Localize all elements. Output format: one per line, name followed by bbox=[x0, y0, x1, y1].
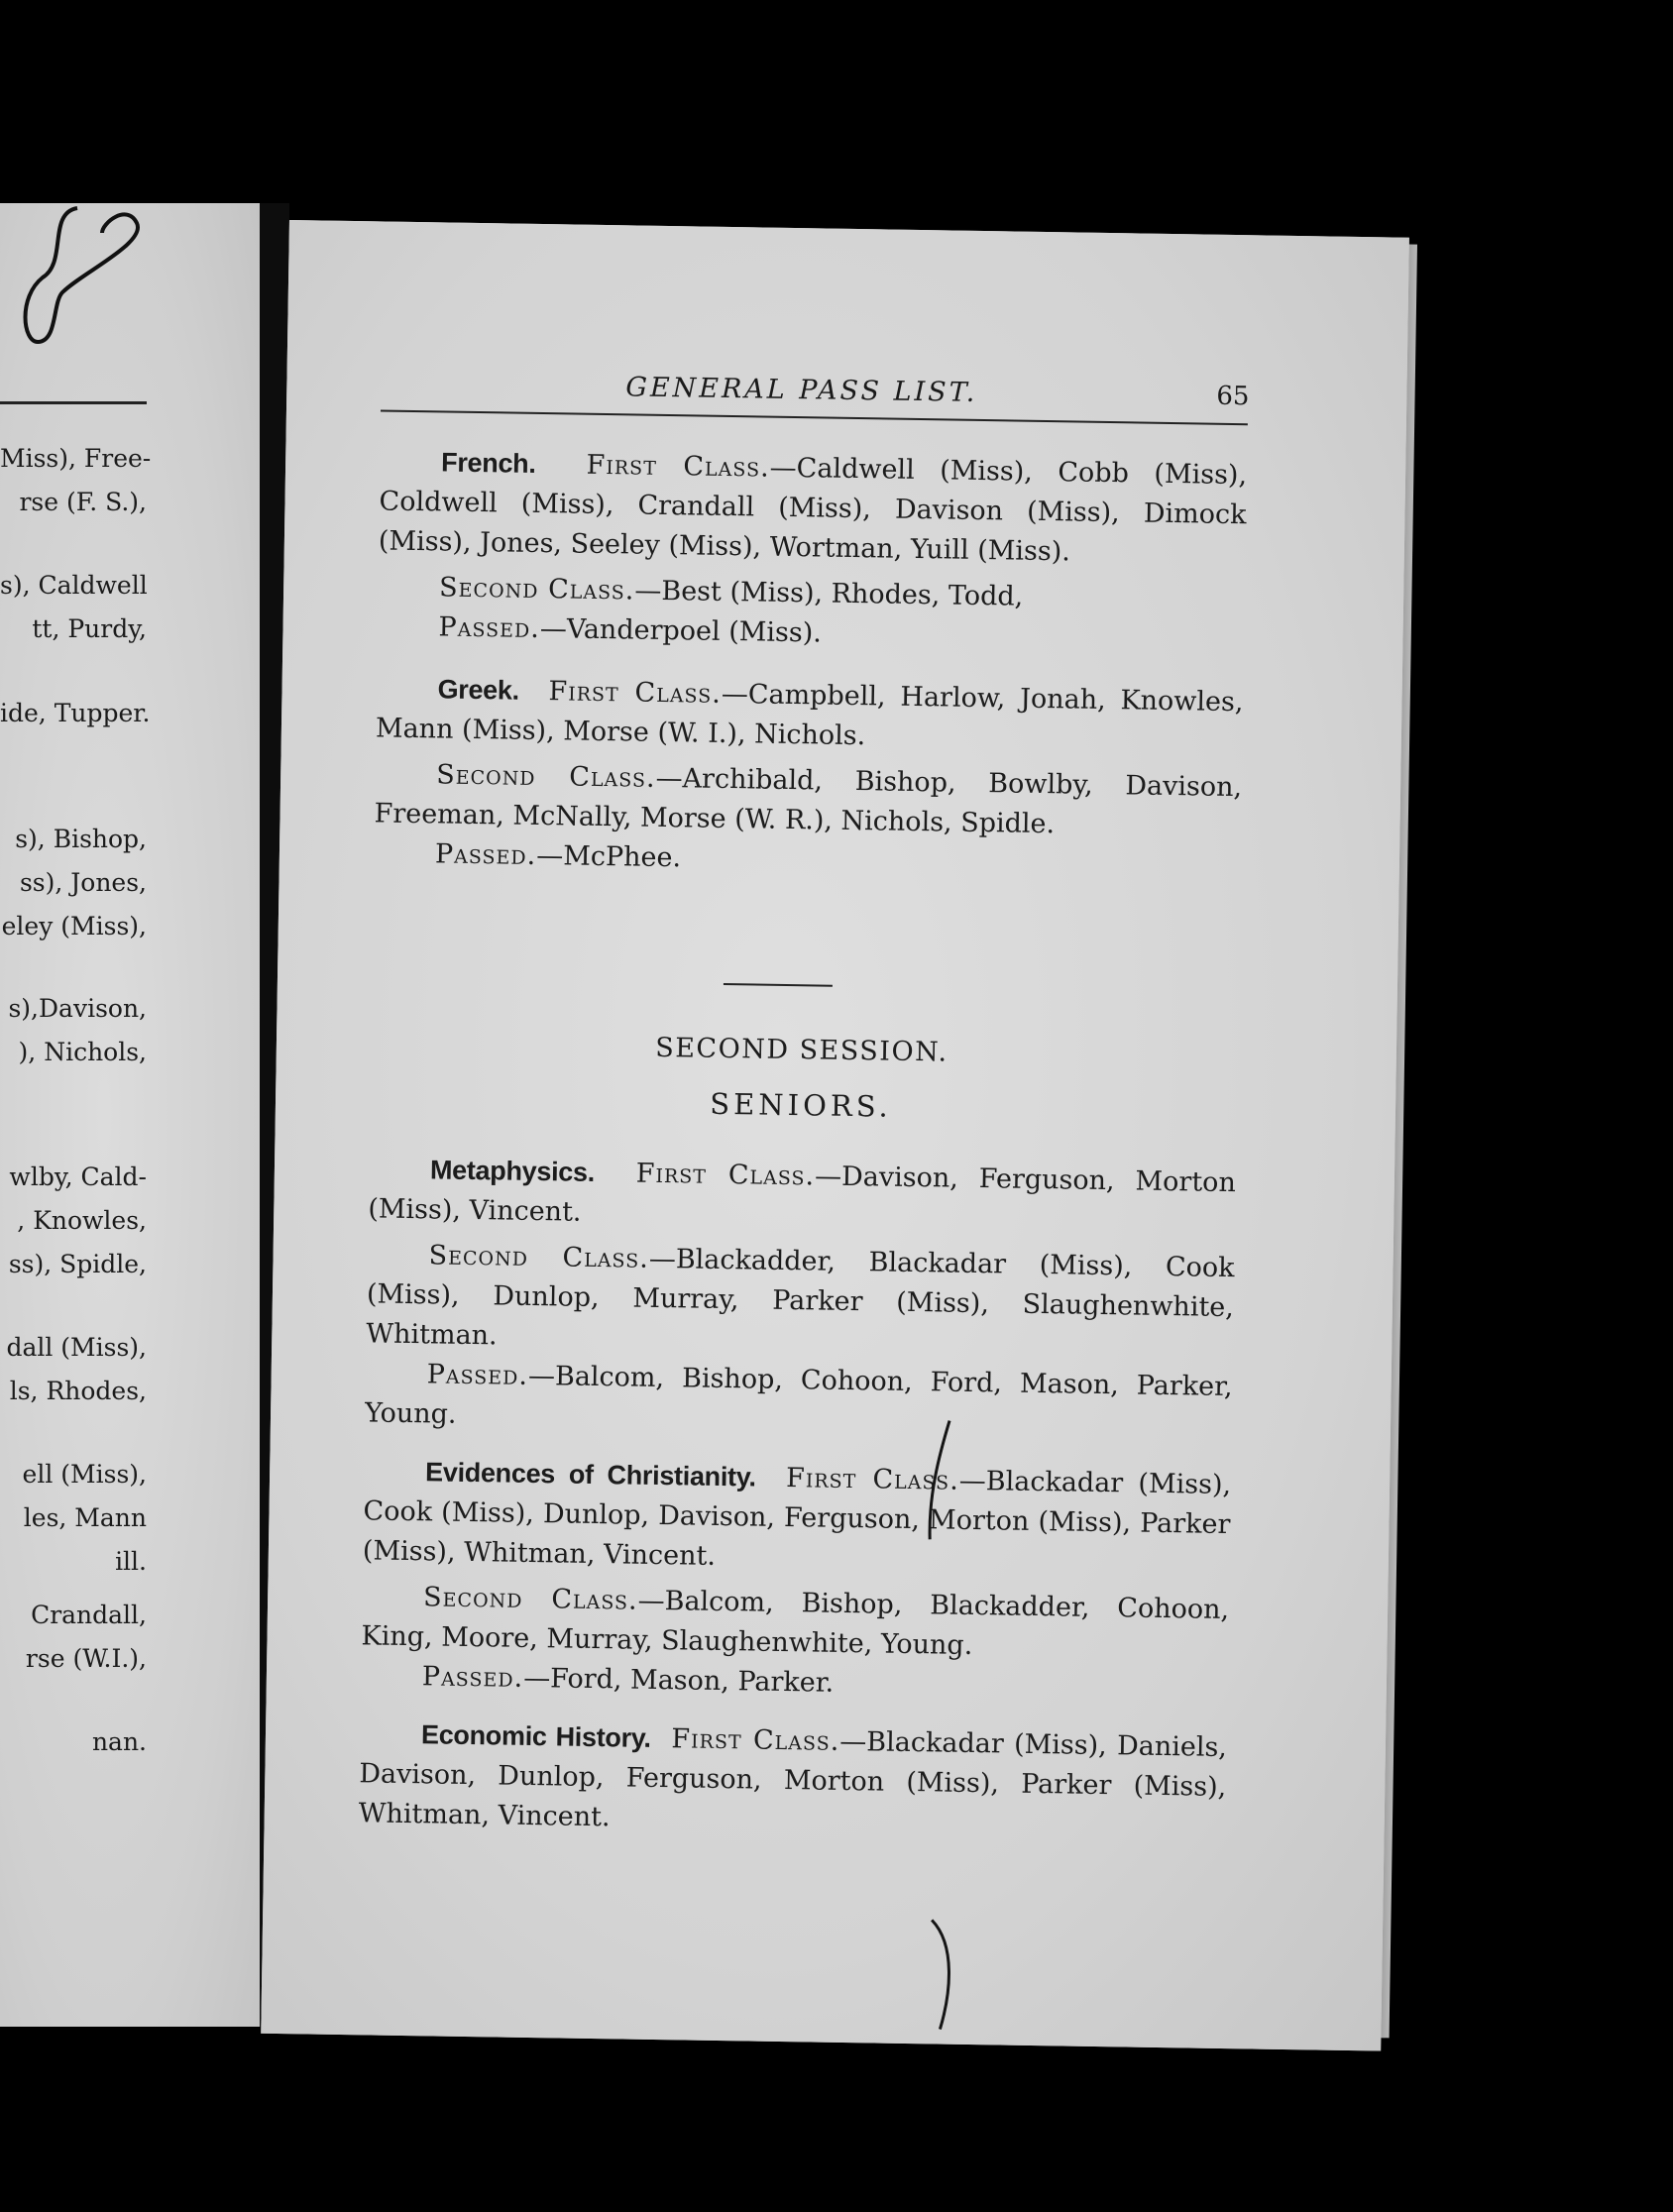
left-fragment-line: les, Mann bbox=[23, 1503, 147, 1532]
pen-stroke-icon bbox=[925, 1915, 966, 2035]
name-list: —Blackadder, Blackadar (Miss), Cook (Miss), Dunlop, Murray, Parker (Miss), Slaughenwhite, Whitman. bbox=[366, 1243, 1235, 1352]
class-label: Passed. bbox=[438, 611, 541, 645]
name-list: —Balcom, Bishop, Blackadder, Cohoon, King, Moore, Murray, Slaughenwhite, Young. bbox=[361, 1585, 1230, 1662]
left-fragment-line: dall (Miss), bbox=[6, 1333, 147, 1362]
left-fragment-line: wlby, Cald- bbox=[9, 1162, 147, 1191]
economic-history-first-class bbox=[358, 1714, 1227, 1847]
left-fragment-line: rse (W.I.), bbox=[25, 1644, 147, 1673]
greek-first-class bbox=[376, 668, 1244, 762]
left-header-rule bbox=[0, 401, 147, 404]
section-divider bbox=[724, 983, 833, 987]
left-fragment-line: eley (Miss), bbox=[1, 912, 147, 940]
left-fragment-line: s), Caldwell bbox=[0, 571, 148, 600]
metaphysics-first-class bbox=[368, 1149, 1236, 1243]
class-label: Second Class. bbox=[422, 1582, 638, 1616]
class-label: First Class. bbox=[586, 449, 770, 484]
group-heading: SENIORS. bbox=[710, 1086, 893, 1124]
subject-heading: Metaphysics. bbox=[429, 1155, 596, 1187]
name-list: —Balcom, Bishop, Cohoon, Ford, Mason, Parker, Young. bbox=[364, 1360, 1233, 1430]
name-list: —Davison, Ferguson, Morton (Miss), Vincent. bbox=[368, 1161, 1237, 1228]
page-65 bbox=[261, 220, 1409, 2051]
left-fragment-line: ill. bbox=[115, 1547, 147, 1576]
class-label: Second Class. bbox=[435, 759, 656, 794]
class-label: Second Class. bbox=[428, 1240, 650, 1274]
left-fragment-line: s), Bishop, bbox=[15, 825, 147, 853]
name-list: —Best (Miss), Rhodes, Todd, bbox=[634, 575, 1024, 612]
left-fragment-line: s),Davison, bbox=[8, 994, 147, 1023]
name-list: —Blackadar (Miss), Daniels, Davison, Dunlop, Ferguson, Morton (Miss), Parker (Miss), Whitman, Vincent. bbox=[358, 1725, 1228, 1833]
running-head-title: GENERAL PASS LIST. bbox=[625, 372, 978, 408]
previous-page-fragment bbox=[0, 203, 260, 2027]
class-label: Passed. bbox=[421, 1661, 524, 1694]
page-number: 65 bbox=[1216, 381, 1250, 412]
metaphysics-passed bbox=[365, 1354, 1233, 1447]
metaphysics-second-class bbox=[366, 1235, 1235, 1368]
french-first-class bbox=[379, 441, 1248, 575]
pass-list-top bbox=[374, 441, 1248, 887]
class-label: Passed. bbox=[434, 838, 537, 871]
name-list: —Ford, Mason, Parker. bbox=[522, 1662, 835, 1699]
left-fragment-line: ell (Miss), bbox=[22, 1460, 147, 1489]
name-list: —Caldwell (Miss), Cobb (Miss), Coldwell (Miss), Crandall (Miss), Davison (Miss), Dimock (Miss), Jones, Seeley (Miss), Wortman, Yuill (Miss). bbox=[378, 452, 1248, 568]
left-fragment-line: ls, Rhodes, bbox=[9, 1377, 147, 1405]
class-label: First Class. bbox=[785, 1463, 960, 1496]
name-list: —Blackadar (Miss), Cook (Miss), Dunlop, Davison, Ferguson, Morton (Miss), Parker (Miss), Whitman, Vincent. bbox=[362, 1465, 1232, 1572]
subject-heading: French. bbox=[440, 447, 536, 479]
evidences-second-class bbox=[361, 1577, 1229, 1670]
left-fragment-line: ss), Spidle, bbox=[8, 1250, 147, 1278]
handwritten-mark-icon bbox=[8, 203, 147, 352]
running-head bbox=[286, 367, 1406, 424]
left-fragment-line: Crandall, bbox=[31, 1601, 147, 1629]
class-label: First Class. bbox=[671, 1723, 840, 1757]
left-fragment-line: ), Nichols, bbox=[18, 1038, 147, 1066]
class-label: First Class. bbox=[548, 676, 723, 710]
left-fragment-line: nan. bbox=[91, 1727, 147, 1756]
left-fragment-line: tt, Purdy, bbox=[32, 614, 147, 643]
subject-heading: Greek. bbox=[437, 674, 520, 706]
pass-list-bottom bbox=[358, 1149, 1236, 1847]
left-fragment-line: ide, Tupper. bbox=[0, 699, 151, 727]
session-heading: SECOND SESSION. bbox=[654, 1032, 948, 1068]
left-fragment-line: rse (F. S.), bbox=[19, 488, 147, 516]
left-fragment-line: ss), Jones, bbox=[19, 868, 147, 897]
pen-stroke-icon bbox=[918, 1415, 959, 1545]
name-list: —Vanderpoel (Miss). bbox=[539, 613, 823, 649]
name-list: —Archibald, Bishop, Bowlby, Davison, Freeman, McNally, Morse (W. R.), Nichols, Spidle. bbox=[374, 762, 1243, 840]
greek-second-class bbox=[374, 754, 1242, 847]
class-label: Passed. bbox=[426, 1359, 529, 1391]
subject-heading: Economic History. bbox=[420, 1719, 651, 1753]
name-list: —Campbell, Harlow, Jonah, Knowles, Mann (Miss), Morse (W. I.), Nichols. bbox=[375, 678, 1244, 752]
evidences-first-class bbox=[363, 1451, 1232, 1585]
left-fragment-line: , Knowles, bbox=[17, 1206, 147, 1235]
name-list: —McPhee. bbox=[535, 839, 682, 874]
subject-heading: Evidences of Christianity. bbox=[424, 1457, 756, 1493]
class-label: Second Class. bbox=[438, 572, 635, 607]
left-fragment-line: Miss), Free- bbox=[0, 444, 152, 473]
class-label: First Class. bbox=[635, 1158, 816, 1192]
